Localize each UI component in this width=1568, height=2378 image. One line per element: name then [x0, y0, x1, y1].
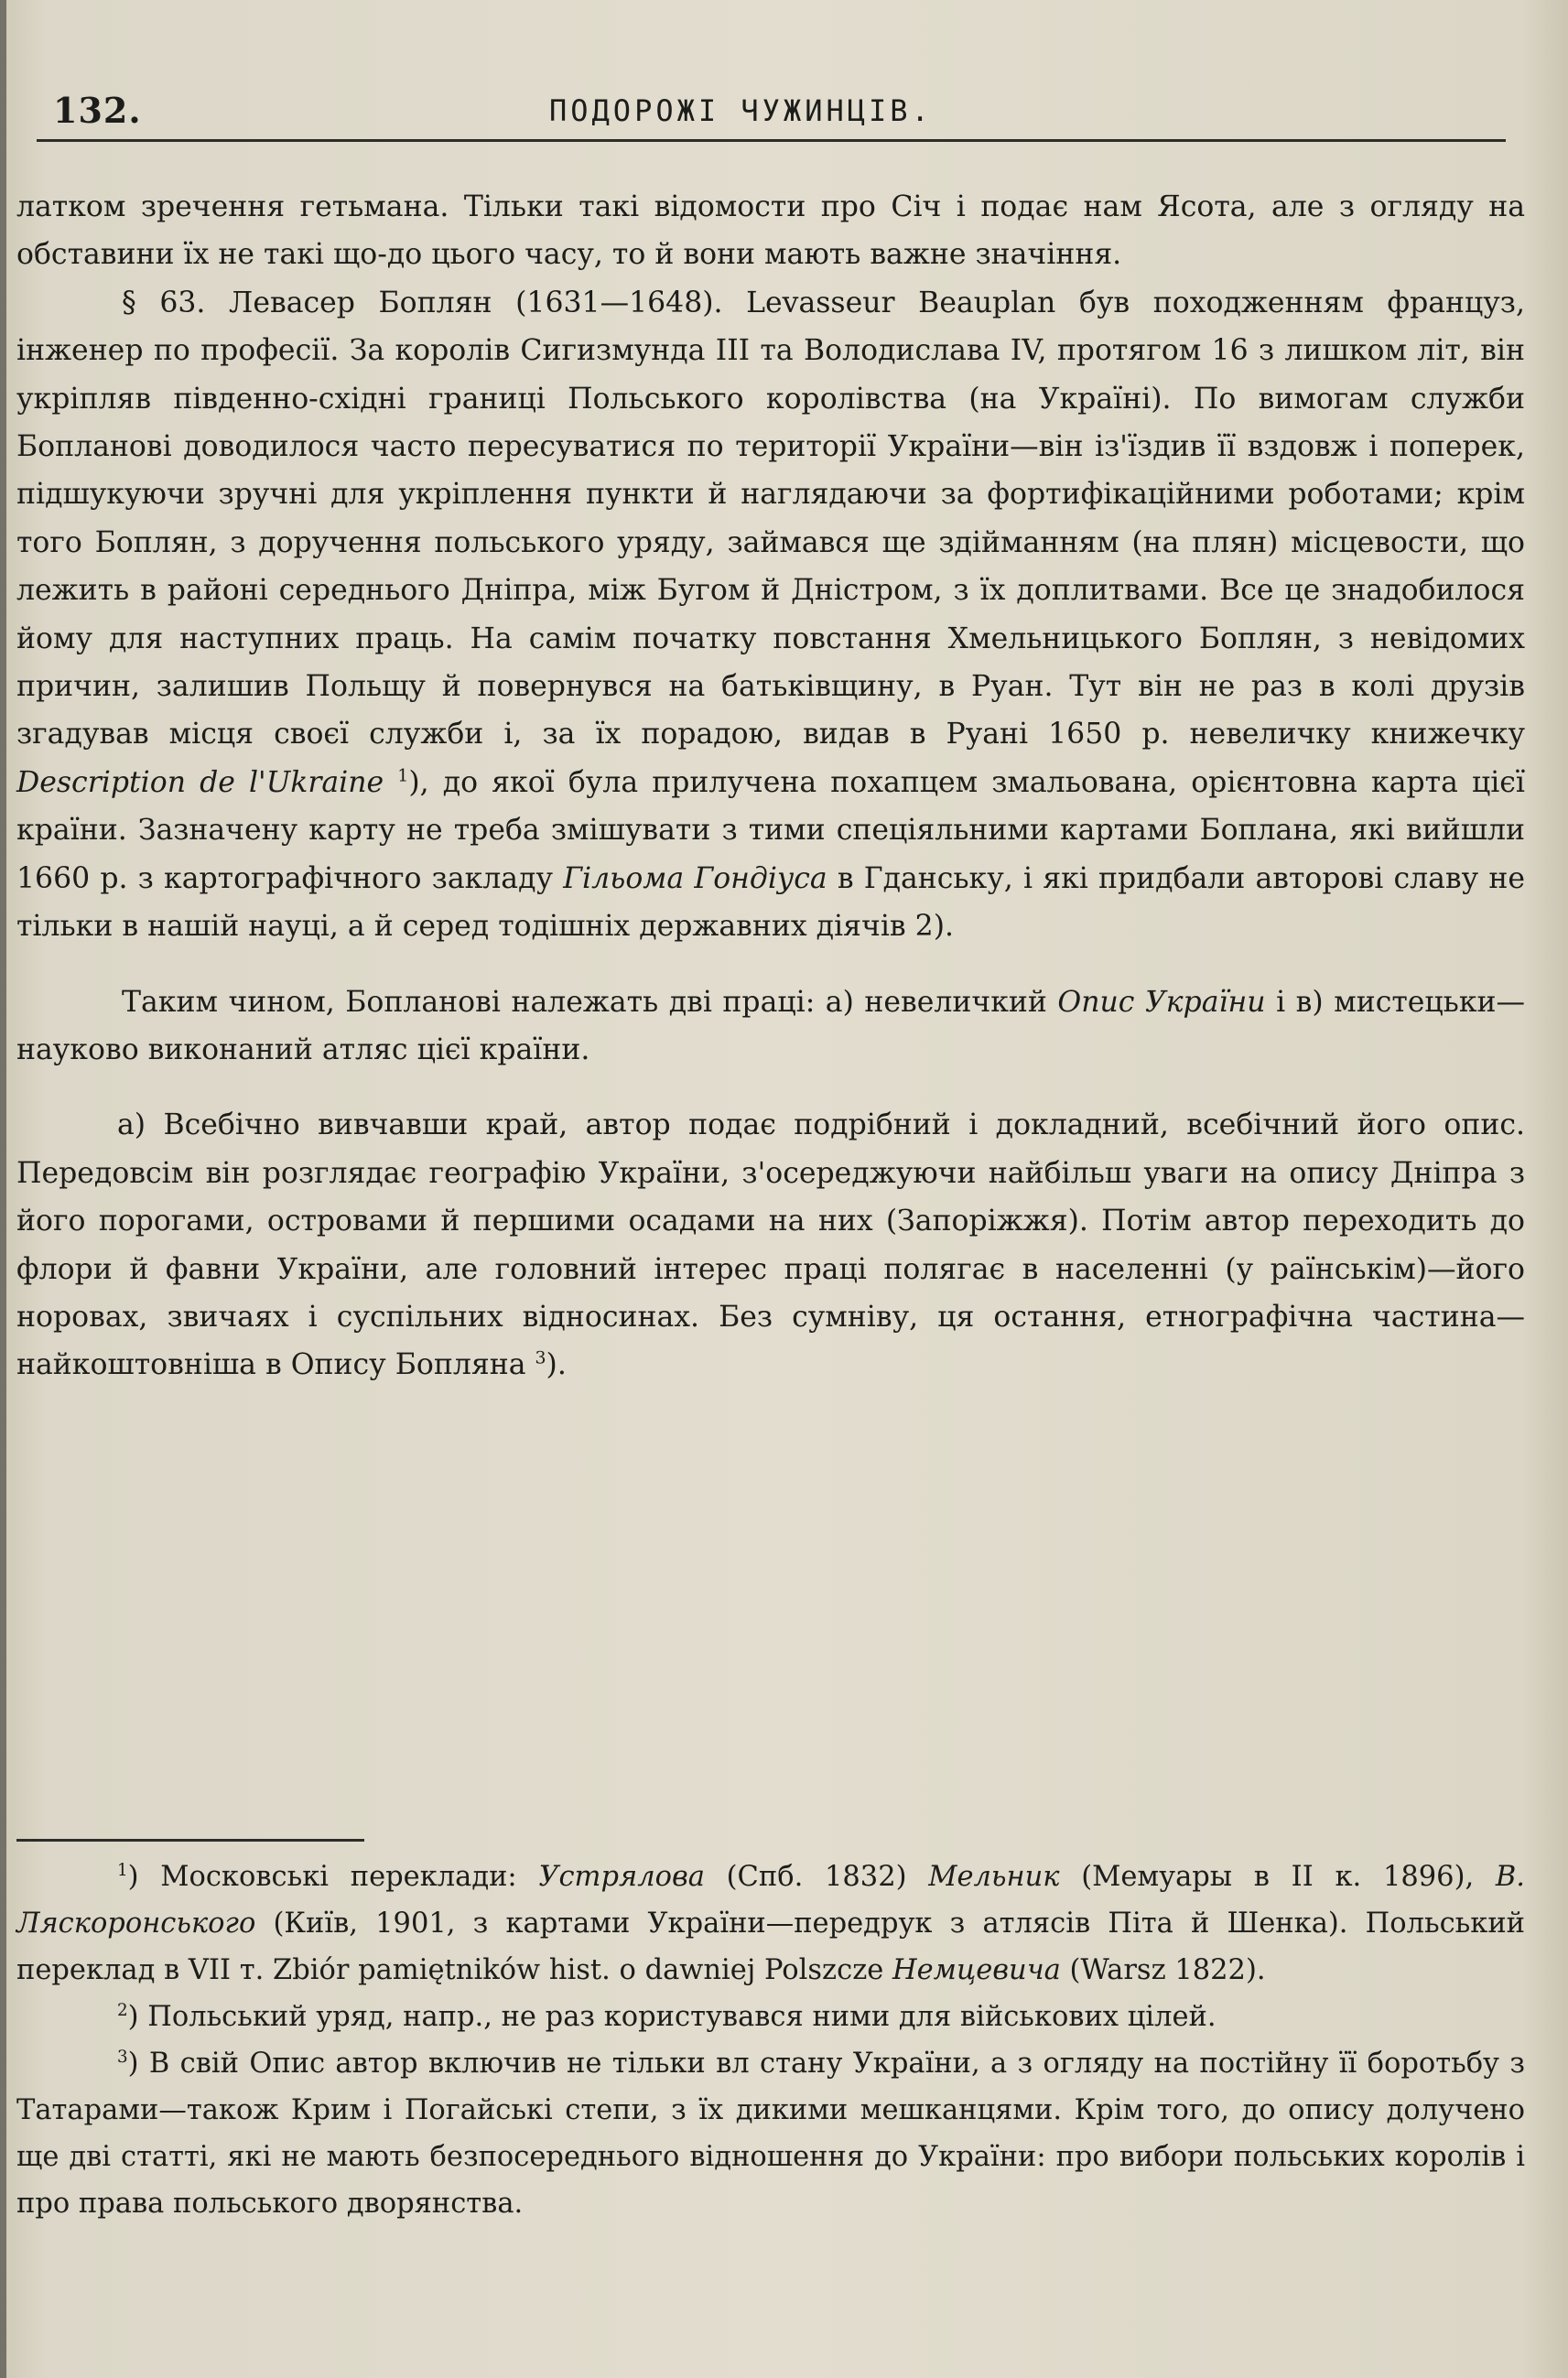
footnote-number: 3 — [117, 2047, 128, 2067]
footnote-ref: 1 — [397, 765, 409, 786]
paragraph-text: латком зречення гетьмана. Тільки такі відомости про Січ і подає нам Ясота, але з огляду на обставини їх не такі що-до цього часу, то й вони мають важне значіння. — [16, 190, 1525, 272]
footnote-text: (Warsz 1822). — [1060, 1954, 1266, 1986]
paragraph-section-63 — [16, 279, 1525, 951]
running-head: ПОДОРОЖІ ЧУЖИНЦІВ. — [549, 93, 933, 128]
header-rule — [37, 139, 1506, 142]
paragraph-works — [16, 978, 1525, 1075]
footnote-2 — [16, 1994, 1525, 2040]
footnotes — [16, 1854, 1525, 2227]
section-number: § 63. — [122, 286, 206, 319]
paragraph-text: і в) мистецьки—науково виконаний атляс цієї країни. — [16, 985, 1525, 1066]
footnote-number: 2 — [117, 2000, 128, 2020]
paragraph-text: Левасер Боплян (1631—1648). Levasseur Beauplan був походженням француз, інженер по професії. За королів Сигизмунда III та Володислава IV, протягом 16 з лишком літ, він укріпляв південно-східні границі Польського королівства (на Україні). По вимогам служби Бопланові доводилося часто пересуватися по території України—він із'їздив її вздовж і поперек, підшукуючи зручні для укріплення пункти й наглядаючи за фортифікаційними роботами; крім того Боплян, з доручення польського уряду, займався ще здійманням (на плян) місцевости, що лежить в районі середнього Дніпра, між Бугом й Дністром, з їх доплитвами. Все це знадобилося йому для наступних праць. На самім початку повстання Хмельницького Боплян, з невідомих причин, залишив Польщу й повернувся на батьківщину, в Руан. Тут він не раз в колі друзів згадував місця своєї служби і, за їх порадою, видав в Руані 1650 р. невеличку книжечку — [16, 286, 1525, 751]
work-title: Опис України — [1057, 985, 1266, 1019]
page-header — [37, 84, 1538, 139]
book-title: Description de l'Ukraine — [16, 765, 384, 799]
paragraph-continuation — [16, 183, 1525, 279]
author-name: Устрялова — [538, 1861, 705, 1893]
paragraph-text: ), до якої була прилучена похапцем змальована, орієнтовна карта цієї країни. Зазначену карту не треба змішувати з тими спеціяльними картами Боплана, які вийшли 1660 р. з картографічного закладу — [16, 765, 1526, 895]
paragraph-text: в Гданську, і які придбали авторові славу не тільки в нашій науці, а й серед тодішніх державних діячів 2). — [16, 861, 1525, 944]
footnote-ref: 3 — [535, 1347, 546, 1368]
paragraph-description — [16, 1101, 1525, 1389]
body-text — [16, 183, 1525, 1389]
footnote-rule — [16, 1839, 364, 1842]
footnote-text: ) Московські переклади: — [127, 1861, 539, 1893]
paragraph-text: ). — [546, 1348, 567, 1382]
footnote-3 — [16, 2040, 1525, 2227]
footnote-text: (Спб. 1832) — [704, 1861, 929, 1893]
paragraph-text: Таким чином, Бопланові належать дві праці: а) невеличкий — [122, 985, 1058, 1019]
author-name: В. Ляскоронського — [16, 1861, 1525, 1940]
author-name: Немцевича — [892, 1954, 1061, 1986]
paragraph-text: а) Всебічно вивчавши край, автор подає подрібний і докладний, всебічний його опис. Передовсім він розглядає географію України, з'осереджуючи найбільш уваги на опису Дніпра з його порогами, островами й першими осадами на них (Запоріжжя). Потім автор переходить до флори й фавни України, але головний інтерес праці полягає в населенні (у раїнськім)—його норовах, звичаях і суспільних відносинах. Без сумніву, ця остання, етнографічна частина—найкоштовніша в Опису Бопляна — [16, 1108, 1525, 1382]
page-binding-edge — [0, 0, 6, 2378]
footnote-text: (Мемуары в II к. 1896), — [1059, 1861, 1496, 1893]
footnote-text: ) В свій Опис автор включив не тільки вл стану України, а з огляду на постійну її боротьбу з Татарами—також Крим і Погайські степи, з їх дикими мешканцями. Крім того, до опису долучено ще дві статті, які не мають безпосереднього відношення до України: про вибори польських королів і про права польського дворянства. — [16, 2048, 1525, 2220]
publisher-name: Гільома Гондіуса — [563, 861, 827, 895]
footnote-text: ) Польський уряд, напр., не раз користувався ними для військових цілей. — [127, 2001, 1217, 2033]
page-number: 132. — [53, 90, 142, 131]
footnote-text: (Київ, 1901, з картами України—передрук з атлясів Піта й Шенка). Польський переклад в VII т. Zbiór pamiętników hist. o dawniej Polszcze — [16, 1908, 1525, 1986]
footnote-1 — [16, 1854, 1525, 1994]
author-name: Мельник — [928, 1861, 1060, 1893]
footnote-number: 1 — [117, 1860, 128, 1880]
